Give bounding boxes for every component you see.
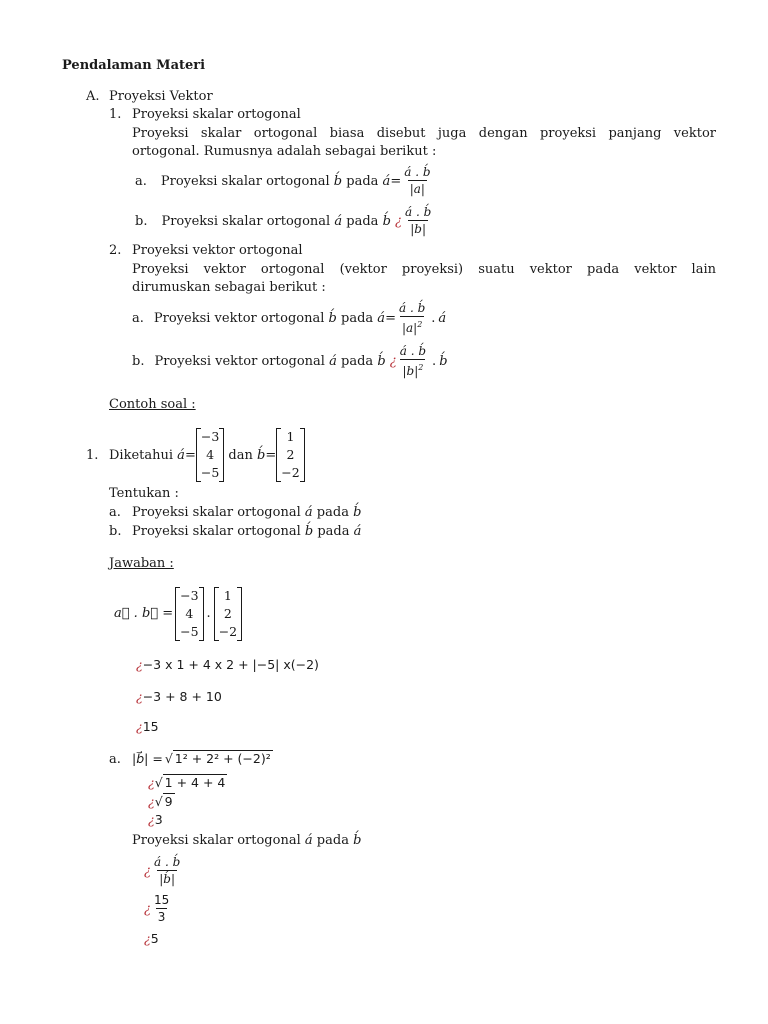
matrix-entry: 2 bbox=[223, 605, 232, 621]
formula-row bbox=[135, 163, 434, 199]
vector-symbol: á bbox=[438, 310, 447, 326]
fraction bbox=[152, 856, 182, 886]
magnitude-lhs: |b⃗| = bbox=[132, 750, 163, 766]
equals-symbol: ¿ bbox=[389, 353, 397, 369]
vector-symbol: b́ bbox=[333, 173, 343, 189]
section-title: Proyeksi Vektor bbox=[109, 89, 213, 104]
formula-pada: pada bbox=[341, 353, 374, 369]
sub-letter: b. bbox=[132, 353, 145, 369]
fraction-numerator: á . b́ bbox=[405, 205, 432, 219]
item-title: Proyeksi vektor ortogonal bbox=[132, 243, 303, 258]
problem-number: 1. bbox=[86, 447, 99, 463]
formula-row bbox=[135, 203, 434, 239]
item-number: 1. bbox=[109, 107, 122, 122]
exponent: 2 bbox=[417, 319, 423, 329]
exponent: 2 bbox=[418, 362, 424, 372]
norm: |a| bbox=[401, 320, 418, 335]
fraction-numerator: á . b́ bbox=[404, 165, 431, 179]
formula-pada: pada bbox=[341, 310, 374, 326]
fraction-numerator: 15 bbox=[153, 893, 170, 907]
matrix-entry: 2 bbox=[286, 447, 295, 462]
item-description-line: ortogonal. Rumusnya adalah sebagai berikut : bbox=[132, 144, 437, 159]
problem-question bbox=[109, 524, 361, 539]
equals-symbol: ¿ bbox=[395, 213, 403, 229]
vector-symbol: b́ bbox=[353, 505, 362, 520]
fraction-denominator: 3 bbox=[157, 910, 166, 924]
formula-pada: pada bbox=[346, 173, 379, 189]
sub-letter: a. bbox=[109, 505, 121, 520]
fraction bbox=[403, 206, 433, 236]
sub-letter: b. bbox=[135, 213, 148, 229]
equals-sign: = bbox=[184, 447, 196, 463]
radicand: 9 bbox=[164, 794, 173, 809]
magnitude-step bbox=[148, 775, 227, 790]
equals-symbol: ¿ bbox=[136, 719, 143, 734]
matrix-entry: −5 bbox=[200, 465, 220, 480]
projection-step bbox=[144, 853, 183, 889]
formula-label: Proyeksi skalar ortogonal bbox=[160, 173, 330, 189]
item-number: 2. bbox=[109, 243, 122, 258]
formula-pada: pada bbox=[316, 833, 349, 848]
vector-symbol: á bbox=[377, 310, 386, 326]
answer-subheading bbox=[132, 833, 361, 848]
matrix-entry: −2 bbox=[218, 623, 238, 639]
fraction bbox=[152, 894, 171, 924]
question-text: Proyeksi skalar ortogonal bbox=[132, 505, 301, 520]
fraction-numerator: á . b́ bbox=[399, 343, 427, 358]
radicand: 1² + 2² + (−2)² bbox=[174, 751, 271, 766]
vector-symbol: á bbox=[304, 833, 313, 848]
matrix-entry: 1 bbox=[223, 587, 232, 603]
formula-pada: pada bbox=[316, 505, 349, 520]
item-description-line: dirumuskan sebagai berikut : bbox=[132, 280, 326, 295]
fraction-numerator: á . b́ bbox=[398, 300, 426, 315]
formula-label: Proyeksi vektor ortogonal bbox=[154, 353, 325, 369]
vector-symbol: á bbox=[329, 353, 337, 369]
vector-symbol: b́ bbox=[257, 447, 266, 463]
radicand: 1 + 4 + 4 bbox=[164, 775, 226, 790]
problem-text: Diketahui bbox=[109, 447, 174, 463]
equals-symbol: ¿ bbox=[148, 812, 155, 827]
sqrt-sign: √ bbox=[154, 794, 163, 809]
sqrt-sign: √ bbox=[154, 775, 163, 790]
fraction bbox=[402, 166, 432, 196]
calculation-step bbox=[136, 719, 159, 734]
equals-symbol: ¿ bbox=[144, 901, 151, 917]
step-expression: 3 bbox=[154, 812, 163, 827]
formula-pada: pada bbox=[317, 524, 350, 539]
problem-task-heading: Tentukan : bbox=[109, 486, 179, 501]
matrix-entry: 1 bbox=[286, 429, 295, 444]
sub-letter: a. bbox=[132, 310, 144, 326]
dot-operator: . bbox=[206, 606, 211, 621]
calculation-step bbox=[136, 689, 222, 704]
matrix-entry: −3 bbox=[180, 587, 199, 603]
equals-symbol: ¿ bbox=[144, 863, 151, 879]
formula-row bbox=[132, 342, 448, 380]
vector-symbol: b́ bbox=[353, 833, 362, 848]
answer-heading: Jawaban : bbox=[109, 556, 174, 571]
dot-operator: . bbox=[431, 310, 436, 326]
vector-symbol: á bbox=[353, 524, 362, 539]
sub-letter: a. bbox=[135, 173, 147, 189]
equals-symbol: ¿ bbox=[136, 657, 143, 672]
vector-a-matrix bbox=[196, 428, 224, 482]
equals-sign: = bbox=[390, 173, 402, 189]
matrix-entry: 4 bbox=[185, 605, 194, 621]
vector-symbol: á bbox=[304, 505, 313, 520]
projection-step bbox=[144, 893, 172, 925]
step-expression: 15 bbox=[142, 719, 159, 734]
vector-symbol: á bbox=[177, 447, 185, 463]
vector-symbol: b́ bbox=[328, 310, 337, 326]
matrix-entry: −5 bbox=[180, 623, 199, 639]
dot-product-lhs: a⃗ . b⃗ = bbox=[114, 606, 174, 621]
matrix-entry: −3 bbox=[200, 429, 220, 444]
sqrt-sign: √ bbox=[164, 750, 173, 766]
step-expression: 5 bbox=[150, 931, 159, 946]
page-title: Pendalaman Materi bbox=[62, 58, 206, 73]
fraction bbox=[397, 302, 427, 335]
section-letter: A. bbox=[86, 89, 100, 104]
vector-symbol: á bbox=[382, 173, 391, 189]
item-description-line: Proyeksi vektor ortogonal (vektor proyeksi) suatu vektor pada vektor lain bbox=[132, 262, 716, 277]
equals-symbol: ¿ bbox=[144, 931, 151, 946]
equals-symbol: ¿ bbox=[148, 794, 155, 809]
vector-symbol: b́ bbox=[304, 524, 314, 539]
magnitude-step bbox=[132, 750, 273, 766]
formula-pada: pada bbox=[346, 213, 379, 229]
vector-symbol: b́ bbox=[377, 353, 386, 369]
formula-label: Proyeksi vektor ortogonal bbox=[153, 310, 325, 326]
vector-symbol: b́ bbox=[439, 353, 448, 369]
formula-row bbox=[132, 299, 446, 337]
projection-step bbox=[144, 931, 159, 946]
vector-symbol: á bbox=[334, 213, 343, 229]
vector-b-matrix bbox=[214, 587, 242, 641]
calculation-step bbox=[136, 657, 319, 672]
equals-symbol: ¿ bbox=[136, 689, 143, 704]
formula-label: Proyeksi skalar ortogonal bbox=[161, 213, 331, 229]
question-text: Proyeksi skalar ortogonal bbox=[132, 524, 301, 539]
item-title: Proyeksi skalar ortogonal bbox=[132, 107, 301, 122]
matrix-entry: −2 bbox=[281, 465, 300, 480]
vector-symbol: b́ bbox=[382, 213, 391, 229]
step-expression: −3 + 8 + 10 bbox=[142, 689, 222, 704]
problem-statement bbox=[86, 427, 305, 483]
fraction-denominator: |a| bbox=[409, 182, 425, 196]
answer-label: Proyeksi skalar ortogonal bbox=[132, 833, 301, 848]
fraction-denominator bbox=[400, 359, 425, 378]
vector-a-matrix bbox=[175, 587, 203, 641]
dot-product-setup bbox=[114, 585, 242, 642]
equals-sign: = bbox=[385, 310, 396, 326]
problem-text: dan bbox=[228, 447, 253, 463]
problem-question bbox=[109, 505, 361, 520]
fraction-denominator bbox=[400, 316, 424, 335]
fraction bbox=[398, 345, 428, 378]
step-expression: −3 x 1 + 4 x 2 + |−5| x(−2) bbox=[142, 657, 319, 672]
example-heading: Contoh soal : bbox=[109, 397, 196, 412]
fraction-numerator: á . b́ bbox=[153, 855, 181, 869]
sub-letter: b. bbox=[109, 524, 122, 539]
equals-symbol: ¿ bbox=[148, 775, 155, 790]
dot-operator: . bbox=[432, 353, 437, 369]
equals-sign: = bbox=[265, 447, 277, 463]
fraction-denominator: |b| bbox=[410, 222, 427, 236]
answer-letter: a. bbox=[109, 752, 121, 767]
magnitude-step bbox=[148, 812, 163, 827]
item-description-line: Proyeksi skalar ortogonal biasa disebut juga dengan proyeksi panjang vektor bbox=[132, 126, 716, 141]
magnitude-step bbox=[148, 794, 175, 809]
vector-b-matrix bbox=[276, 428, 304, 482]
matrix-entry: 4 bbox=[206, 447, 215, 462]
norm: |b| bbox=[402, 363, 419, 378]
fraction-denominator: |b́| bbox=[159, 872, 176, 886]
